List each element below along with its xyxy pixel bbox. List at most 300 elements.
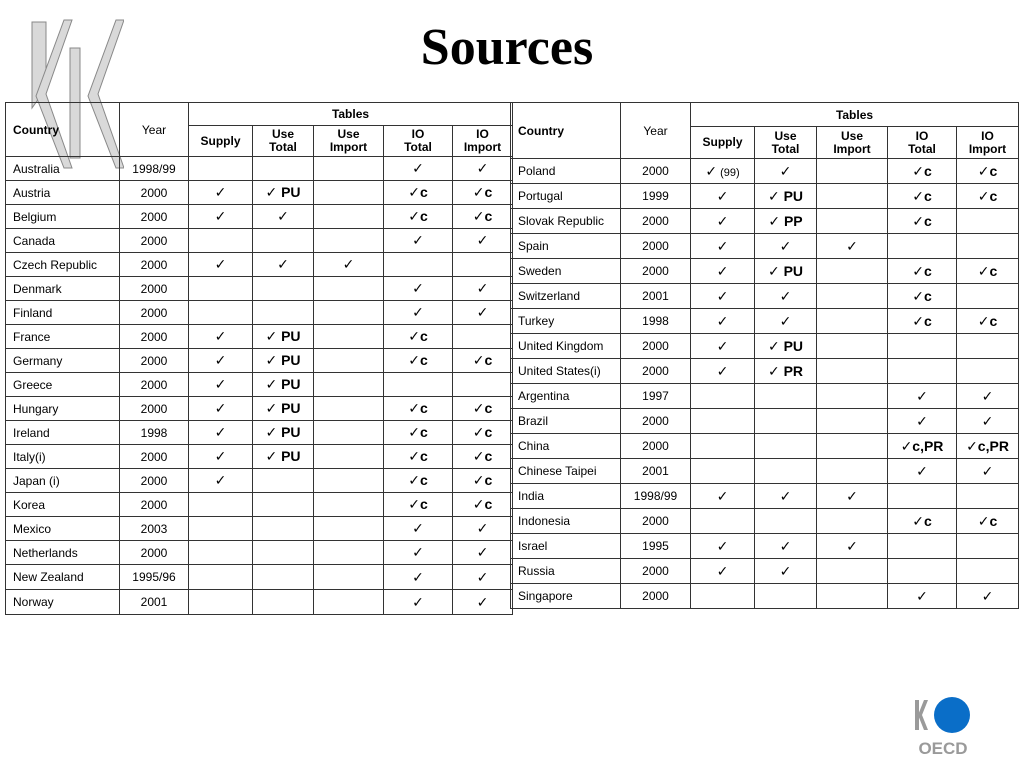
cell-use-total: ✓ [755, 309, 817, 334]
cell-use-total: ✓ [755, 534, 817, 559]
cell-country: Hungary [6, 397, 120, 421]
table-row [511, 159, 1019, 184]
cell-year: 1998/99 [621, 484, 691, 509]
cell-io-total: ✓c [384, 325, 453, 349]
cell-country: Singapore [511, 584, 621, 609]
header-use-total: Use Total [253, 126, 314, 157]
cell-supply [691, 434, 755, 459]
cell-supply: ✓ [691, 534, 755, 559]
table-row [511, 284, 1019, 309]
cell-use-import: ✓ [817, 534, 888, 559]
header-country: Country [6, 103, 120, 157]
cell-country: Russia [511, 559, 621, 584]
cell-use-import [314, 229, 384, 253]
cell-year: 2000 [621, 209, 691, 234]
cell-year: 1998 [621, 309, 691, 334]
cell-io-import: ✓ [453, 565, 513, 590]
cell-supply [189, 565, 253, 590]
cell-supply [189, 590, 253, 615]
table-row [511, 309, 1019, 334]
cell-supply: ✓ [189, 253, 253, 277]
cell-io-total: ✓ [888, 459, 957, 484]
cell-country: Netherlands [6, 541, 120, 565]
cell-use-total [253, 277, 314, 301]
cell-use-import [817, 359, 888, 384]
table-row [6, 229, 513, 253]
cell-supply [691, 459, 755, 484]
cell-use-import [817, 584, 888, 609]
cell-use-import [314, 277, 384, 301]
cell-year: 2000 [621, 334, 691, 359]
cell-io-total: ✓c,PR [888, 434, 957, 459]
cell-io-total: ✓ [888, 409, 957, 434]
cell-io-total [888, 534, 957, 559]
cell-year: 2000 [621, 359, 691, 384]
cell-io-total: ✓ [384, 590, 453, 615]
cell-use-total: ✓ PU [755, 184, 817, 209]
cell-year: 1995/96 [120, 565, 189, 590]
cell-country: Mexico [6, 517, 120, 541]
cell-use-import [314, 517, 384, 541]
cell-country: Japan (i) [6, 469, 120, 493]
cell-use-total: ✓ [755, 159, 817, 184]
cell-use-import [314, 157, 384, 181]
cell-supply [189, 517, 253, 541]
cell-io-total: ✓c [384, 445, 453, 469]
cell-country: Czech Republic [6, 253, 120, 277]
table-row [511, 384, 1019, 409]
cell-supply: ✓ [189, 205, 253, 229]
cell-supply [691, 409, 755, 434]
cell-io-import: ✓ [957, 459, 1019, 484]
table-row [6, 590, 513, 615]
cell-io-import [957, 559, 1019, 584]
cell-year: 2000 [621, 559, 691, 584]
table-row [511, 184, 1019, 209]
cell-use-total [253, 590, 314, 615]
cell-io-import: ✓ [453, 229, 513, 253]
cell-supply: ✓ [189, 181, 253, 205]
cell-io-total: ✓c [384, 421, 453, 445]
cell-io-total: ✓ [384, 157, 453, 181]
cell-io-total [888, 334, 957, 359]
cell-year: 2000 [120, 373, 189, 397]
cell-use-import [817, 259, 888, 284]
cell-use-total: ✓ PU [253, 421, 314, 445]
table-row [6, 517, 513, 541]
table-row [6, 565, 513, 590]
cell-country: Austria [6, 181, 120, 205]
cell-use-total: ✓ PU [253, 445, 314, 469]
cell-country: Germany [6, 349, 120, 373]
cell-use-total [253, 157, 314, 181]
cell-use-total [253, 541, 314, 565]
cell-io-import: ✓c [453, 469, 513, 493]
cell-supply: ✓ [691, 334, 755, 359]
cell-year: 2000 [120, 181, 189, 205]
cell-year: 2001 [621, 284, 691, 309]
cell-country: Poland [511, 159, 621, 184]
cell-use-total [253, 517, 314, 541]
cell-supply [189, 301, 253, 325]
cell-year: 2000 [120, 349, 189, 373]
cell-supply: ✓ [691, 184, 755, 209]
table-row [6, 253, 513, 277]
table-row [511, 409, 1019, 434]
cell-io-total: ✓ [384, 565, 453, 590]
cell-supply [189, 229, 253, 253]
cell-country: Slovak Republic [511, 209, 621, 234]
table-row [6, 301, 513, 325]
cell-io-total: ✓c [888, 259, 957, 284]
cell-use-total: ✓ [253, 205, 314, 229]
header-use-total: Use Total [755, 127, 817, 159]
cell-supply [691, 509, 755, 534]
cell-io-import: ✓ [453, 517, 513, 541]
cell-use-import [314, 565, 384, 590]
cell-year: 2000 [120, 445, 189, 469]
cell-io-total [888, 359, 957, 384]
cell-country: Canada [6, 229, 120, 253]
cell-year: 2003 [120, 517, 189, 541]
cell-supply: ✓ (99) [691, 159, 755, 184]
cell-year: 1999 [621, 184, 691, 209]
table-row [511, 359, 1019, 384]
cell-country: India [511, 484, 621, 509]
cell-country: Italy(i) [6, 445, 120, 469]
cell-year: 1997 [621, 384, 691, 409]
cell-supply: ✓ [189, 325, 253, 349]
cell-use-import: ✓ [314, 253, 384, 277]
header-use-import: Use Import [817, 127, 888, 159]
cell-year: 2000 [120, 493, 189, 517]
cell-use-import [314, 181, 384, 205]
cell-use-import [817, 209, 888, 234]
cell-use-import [817, 334, 888, 359]
header-year: Year [621, 103, 691, 159]
cell-io-total [888, 559, 957, 584]
cell-country: Denmark [6, 277, 120, 301]
cell-use-import [817, 509, 888, 534]
oecd-logo-text: OECD [918, 739, 968, 756]
cell-use-total: ✓ PU [755, 334, 817, 359]
cell-year: 2000 [621, 159, 691, 184]
cell-supply [691, 584, 755, 609]
cell-supply [691, 384, 755, 409]
cell-use-import [314, 541, 384, 565]
cell-use-import [817, 384, 888, 409]
cell-country: Turkey [511, 309, 621, 334]
cell-io-import [957, 534, 1019, 559]
cell-country: Ireland [6, 421, 120, 445]
table-row [511, 509, 1019, 534]
cell-io-import [957, 209, 1019, 234]
cell-use-total: ✓ PU [253, 349, 314, 373]
cell-use-total [755, 384, 817, 409]
cell-year: 2001 [621, 459, 691, 484]
cell-use-total: ✓ PP [755, 209, 817, 234]
cell-use-total [253, 469, 314, 493]
cell-supply: ✓ [691, 559, 755, 584]
table-row [6, 421, 513, 445]
table-row [511, 484, 1019, 509]
cell-io-import [957, 359, 1019, 384]
table-row [511, 534, 1019, 559]
cell-supply: ✓ [691, 209, 755, 234]
cell-io-total: ✓ [384, 541, 453, 565]
cell-country: Belgium [6, 205, 120, 229]
cell-use-import [314, 205, 384, 229]
cell-supply: ✓ [691, 309, 755, 334]
cell-use-total: ✓ PR [755, 359, 817, 384]
cell-io-import: ✓c [453, 445, 513, 469]
cell-use-total: ✓ PU [253, 397, 314, 421]
cell-use-import [314, 590, 384, 615]
table-row [6, 205, 513, 229]
table-row [511, 234, 1019, 259]
cell-io-total [384, 373, 453, 397]
cell-io-total: ✓c [888, 209, 957, 234]
cell-year: 2000 [120, 541, 189, 565]
header-year: Year [120, 103, 189, 157]
cell-year: 2000 [621, 259, 691, 284]
cell-io-total: ✓c [384, 469, 453, 493]
cell-io-total: ✓ [384, 229, 453, 253]
cell-use-total: ✓ PU [253, 325, 314, 349]
cell-year: 2000 [120, 301, 189, 325]
cell-supply [189, 541, 253, 565]
cell-use-total [755, 434, 817, 459]
table-row [6, 397, 513, 421]
cell-year: 2001 [120, 590, 189, 615]
cell-io-import [453, 373, 513, 397]
cell-supply [189, 157, 253, 181]
cell-supply: ✓ [691, 359, 755, 384]
cell-use-total [253, 565, 314, 590]
cell-year: 2000 [120, 253, 189, 277]
table-row [6, 469, 513, 493]
cell-year: 2000 [120, 205, 189, 229]
sources-table-right [510, 102, 1019, 609]
cell-io-import [957, 284, 1019, 309]
table-row [511, 209, 1019, 234]
cell-io-import: ✓ [957, 584, 1019, 609]
cell-supply: ✓ [189, 445, 253, 469]
cell-io-total: ✓c [888, 159, 957, 184]
cell-year: 1995 [621, 534, 691, 559]
table-row [6, 157, 513, 181]
cell-io-import: ✓c [957, 259, 1019, 284]
header-tables: Tables [189, 103, 513, 126]
cell-use-import [817, 459, 888, 484]
cell-io-total: ✓ [888, 384, 957, 409]
cell-country: New Zealand [6, 565, 120, 590]
cell-use-import [817, 309, 888, 334]
cell-use-import [314, 373, 384, 397]
cell-year: 2000 [120, 469, 189, 493]
cell-io-total: ✓c [384, 397, 453, 421]
sources-table-left [5, 102, 513, 615]
cell-use-import [314, 301, 384, 325]
table-row [6, 277, 513, 301]
cell-country: Greece [6, 373, 120, 397]
cell-country: Finland [6, 301, 120, 325]
cell-year: 2000 [120, 397, 189, 421]
oecd-logo [912, 696, 976, 756]
cell-io-total: ✓c [384, 181, 453, 205]
cell-io-import: ✓c [957, 309, 1019, 334]
cell-io-import: ✓c [453, 205, 513, 229]
cell-country: Portugal [511, 184, 621, 209]
cell-io-import [957, 334, 1019, 359]
table-row [511, 434, 1019, 459]
cell-country: Argentina [511, 384, 621, 409]
cell-use-import [817, 559, 888, 584]
cell-io-import: ✓ [453, 157, 513, 181]
cell-use-import [817, 434, 888, 459]
cell-country: Sweden [511, 259, 621, 284]
cell-io-import: ✓c [957, 184, 1019, 209]
cell-io-total: ✓c [888, 284, 957, 309]
page-title: Sources [420, 19, 594, 76]
cell-country: Australia [6, 157, 120, 181]
cell-year: 2000 [120, 277, 189, 301]
cell-country: Indonesia [511, 509, 621, 534]
cell-country: Spain [511, 234, 621, 259]
table-row [6, 493, 513, 517]
cell-io-import [453, 253, 513, 277]
header-io-total: IO Total [384, 126, 453, 157]
cell-country: France [6, 325, 120, 349]
cell-country: China [511, 434, 621, 459]
cell-use-import [314, 421, 384, 445]
cell-year: 2000 [120, 229, 189, 253]
header-supply: Supply [189, 126, 253, 157]
cell-supply: ✓ [691, 234, 755, 259]
cell-supply [189, 277, 253, 301]
cell-io-import: ✓ [957, 384, 1019, 409]
header-io-total: IO Total [888, 127, 957, 159]
cell-io-import: ✓c [453, 493, 513, 517]
cell-country: Korea [6, 493, 120, 517]
table-row [511, 334, 1019, 359]
cell-io-import: ✓ [453, 277, 513, 301]
cell-use-total [755, 409, 817, 434]
cell-year: 2000 [621, 409, 691, 434]
cell-io-total [384, 253, 453, 277]
cell-country: United Kingdom [511, 334, 621, 359]
cell-use-total [253, 301, 314, 325]
table-row [6, 325, 513, 349]
table-row [6, 445, 513, 469]
cell-io-total: ✓c [888, 309, 957, 334]
cell-supply: ✓ [189, 469, 253, 493]
cell-io-total: ✓ [384, 301, 453, 325]
cell-country: Switzerland [511, 284, 621, 309]
cell-io-total: ✓c [384, 349, 453, 373]
table-row [511, 259, 1019, 284]
table-row [511, 584, 1019, 609]
cell-use-total: ✓ [755, 559, 817, 584]
header-use-import: Use Import [314, 126, 384, 157]
cell-use-import [314, 493, 384, 517]
cell-year: 1998/99 [120, 157, 189, 181]
cell-country: Brazil [511, 409, 621, 434]
cell-io-import: ✓c [453, 397, 513, 421]
cell-year: 1998 [120, 421, 189, 445]
cell-io-import: ✓c [453, 421, 513, 445]
cell-io-total: ✓ [384, 517, 453, 541]
table-row [6, 181, 513, 205]
cell-country: Chinese Taipei [511, 459, 621, 484]
cell-use-total [755, 584, 817, 609]
cell-use-total: ✓ PU [253, 373, 314, 397]
cell-use-total: ✓ [253, 253, 314, 277]
cell-io-import [957, 234, 1019, 259]
table-row [6, 541, 513, 565]
cell-io-import: ✓ [453, 590, 513, 615]
cell-io-total: ✓ [888, 584, 957, 609]
header-io-import: IO Import [453, 126, 513, 157]
cell-use-import [314, 469, 384, 493]
cell-use-import [314, 397, 384, 421]
cell-supply [189, 493, 253, 517]
cell-io-total [888, 234, 957, 259]
cell-use-import [817, 184, 888, 209]
table-row [511, 559, 1019, 584]
cell-io-import [453, 325, 513, 349]
cell-supply: ✓ [691, 259, 755, 284]
cell-use-import: ✓ [817, 484, 888, 509]
header-country: Country [511, 103, 621, 159]
cell-country: Israel [511, 534, 621, 559]
cell-io-import: ✓c,PR [957, 434, 1019, 459]
cell-io-import: ✓ [453, 541, 513, 565]
cell-io-total: ✓ [384, 277, 453, 301]
cell-use-total [253, 493, 314, 517]
cell-use-total: ✓ [755, 234, 817, 259]
cell-io-total: ✓c [384, 205, 453, 229]
cell-io-import: ✓c [453, 349, 513, 373]
cell-io-import: ✓c [453, 181, 513, 205]
cell-io-import: ✓c [957, 159, 1019, 184]
cell-year: 2000 [621, 234, 691, 259]
cell-io-total [888, 484, 957, 509]
cell-use-total: ✓ [755, 284, 817, 309]
cell-use-total: ✓ PU [755, 259, 817, 284]
cell-use-import [817, 409, 888, 434]
cell-io-import: ✓ [453, 301, 513, 325]
cell-use-import [314, 445, 384, 469]
table-row [6, 373, 513, 397]
cell-year: 2000 [621, 584, 691, 609]
cell-use-total [253, 229, 314, 253]
cell-io-total: ✓c [384, 493, 453, 517]
cell-use-import: ✓ [817, 234, 888, 259]
cell-use-import [314, 325, 384, 349]
cell-supply: ✓ [189, 349, 253, 373]
cell-io-total: ✓c [888, 184, 957, 209]
cell-supply: ✓ [189, 373, 253, 397]
header-supply: Supply [691, 127, 755, 159]
cell-supply: ✓ [691, 284, 755, 309]
cell-year: 2000 [621, 434, 691, 459]
cell-use-total: ✓ [755, 484, 817, 509]
cell-use-total: ✓ PU [253, 181, 314, 205]
cell-use-total [755, 459, 817, 484]
cell-io-import: ✓c [957, 509, 1019, 534]
cell-use-import [314, 349, 384, 373]
